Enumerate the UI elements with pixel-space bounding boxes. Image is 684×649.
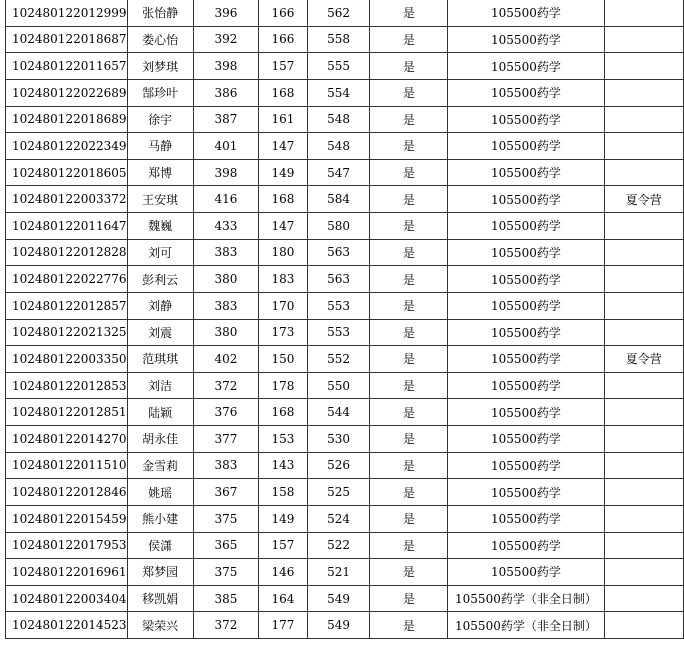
score-2-cell: 149 [259,505,308,532]
score-1-cell: 377 [193,426,258,453]
admitted-flag-cell: 是 [370,239,448,266]
score-1-cell: 402 [193,346,258,373]
score-2-cell: 147 [259,133,308,160]
table-row [6,53,684,80]
score-1-cell: 416 [193,186,258,213]
major-cell: 105500药学 [448,292,604,319]
candidate-id-cell: 102480122022689 [6,79,128,106]
score-2-cell: 164 [259,585,308,612]
total-score-cell: 547 [307,159,370,186]
total-score-cell: 530 [307,426,370,453]
total-score-cell: 553 [307,319,370,346]
table-row [6,0,684,26]
candidate-id-cell: 102480122021325 [6,319,128,346]
candidate-id-cell: 102480122011657 [6,53,128,80]
admitted-flag-cell: 是 [370,612,448,639]
score-2-cell: 178 [259,372,308,399]
total-score-cell: 563 [307,239,370,266]
note-cell [604,319,683,346]
name-cell: 刘静 [127,292,193,319]
table-row [6,585,684,612]
candidate-id-cell: 102480122015459 [6,505,128,532]
score-1-cell: 398 [193,53,258,80]
candidate-id-cell: 102480122018689 [6,106,128,133]
admitted-flag-cell: 是 [370,133,448,160]
admitted-flag-cell: 是 [370,452,448,479]
name-cell: 张怡静 [127,0,193,26]
table-row [6,186,684,213]
total-score-cell: 584 [307,186,370,213]
total-score-cell: 580 [307,213,370,240]
score-1-cell: 376 [193,399,258,426]
score-1-cell: 372 [193,372,258,399]
score-1-cell: 392 [193,26,258,53]
name-cell: 移凯娟 [127,585,193,612]
admitted-flag-cell: 是 [370,532,448,559]
note-cell [604,426,683,453]
total-score-cell: 550 [307,372,370,399]
note-cell [604,159,683,186]
major-cell: 105500药学 [448,479,604,506]
note-cell [604,452,683,479]
major-cell: 105500药学 [448,79,604,106]
major-cell: 105500药学 [448,53,604,80]
major-cell: 105500药学 [448,26,604,53]
candidate-id-cell: 102480122017953 [6,532,128,559]
major-cell: 105500药学 [448,0,604,26]
candidate-id-cell: 102480122003404 [6,585,128,612]
note-cell [604,53,683,80]
name-cell: 郜珍叶 [127,79,193,106]
candidate-id-cell: 102480122018605 [6,159,128,186]
candidate-id-cell: 102480122018687 [6,26,128,53]
major-cell: 105500药学 [448,266,604,293]
admitted-flag-cell: 是 [370,559,448,586]
table-row [6,79,684,106]
total-score-cell: 544 [307,399,370,426]
admission-table [5,0,684,639]
score-2-cell: 153 [259,426,308,453]
name-cell: 魏巍 [127,213,193,240]
name-cell: 金雪莉 [127,452,193,479]
admitted-flag-cell: 是 [370,186,448,213]
major-cell: 105500药学 [448,133,604,160]
score-1-cell: 372 [193,612,258,639]
table-row [6,612,684,639]
major-cell: 105500药学 [448,452,604,479]
note-cell [604,399,683,426]
admitted-flag-cell: 是 [370,266,448,293]
note-cell [604,505,683,532]
score-2-cell: 146 [259,559,308,586]
candidate-id-cell: 102480122022776 [6,266,128,293]
name-cell: 刘可 [127,239,193,266]
name-cell: 侯潇 [127,532,193,559]
candidate-id-cell: 102480122003372 [6,186,128,213]
candidate-id-cell: 102480122011647 [6,213,128,240]
score-2-cell: 157 [259,53,308,80]
name-cell: 熊小建 [127,505,193,532]
score-1-cell: 387 [193,106,258,133]
score-2-cell: 158 [259,479,308,506]
total-score-cell: 522 [307,532,370,559]
score-2-cell: 161 [259,106,308,133]
score-2-cell: 150 [259,346,308,373]
major-cell: 105500药学 [448,532,604,559]
table-row [6,292,684,319]
admitted-flag-cell: 是 [370,213,448,240]
name-cell: 陆颖 [127,399,193,426]
score-2-cell: 149 [259,159,308,186]
total-score-cell: 554 [307,79,370,106]
name-cell: 娄心怡 [127,26,193,53]
total-score-cell: 549 [307,585,370,612]
name-cell: 王安琪 [127,186,193,213]
major-cell: 105500药学 [448,372,604,399]
note-cell [604,559,683,586]
total-score-cell: 555 [307,53,370,80]
table-row [6,505,684,532]
major-cell: 105500药学 [448,319,604,346]
candidate-id-cell: 102480122012851 [6,399,128,426]
name-cell: 郑博 [127,159,193,186]
score-2-cell: 168 [259,399,308,426]
score-2-cell: 183 [259,266,308,293]
note-cell [604,79,683,106]
table-row [6,319,684,346]
table-row [6,559,684,586]
name-cell: 姚瑶 [127,479,193,506]
note-cell [604,292,683,319]
name-cell: 刘震 [127,319,193,346]
table-row [6,159,684,186]
note-cell [604,612,683,639]
major-cell: 105500药学 [448,239,604,266]
major-cell: 105500药学 [448,106,604,133]
table-row [6,452,684,479]
score-1-cell: 367 [193,479,258,506]
major-cell: 105500药学 [448,505,604,532]
major-cell: 105500药学 [448,559,604,586]
total-score-cell: 526 [307,452,370,479]
score-2-cell: 166 [259,26,308,53]
name-cell: 郑梦园 [127,559,193,586]
major-cell: 105500药学 [448,426,604,453]
admitted-flag-cell: 是 [370,26,448,53]
score-1-cell: 365 [193,532,258,559]
admitted-flag-cell: 是 [370,79,448,106]
admitted-flag-cell: 是 [370,479,448,506]
name-cell: 徐宇 [127,106,193,133]
table-row [6,106,684,133]
score-2-cell: 170 [259,292,308,319]
candidate-id-cell: 102480122012857 [6,292,128,319]
total-score-cell: 548 [307,133,370,160]
score-1-cell: 375 [193,559,258,586]
major-cell: 105500药学 [448,186,604,213]
note-cell [604,585,683,612]
total-score-cell: 552 [307,346,370,373]
candidate-id-cell: 102480122014523 [6,612,128,639]
total-score-cell: 563 [307,266,370,293]
admitted-flag-cell: 是 [370,0,448,26]
major-cell: 105500药学（非全日制） [448,585,604,612]
score-2-cell: 177 [259,612,308,639]
table-row [6,26,684,53]
name-cell: 范琪琪 [127,346,193,373]
total-score-cell: 521 [307,559,370,586]
name-cell: 刘梦琪 [127,53,193,80]
table-row [6,399,684,426]
note-cell [604,239,683,266]
admitted-flag-cell: 是 [370,426,448,453]
score-1-cell: 383 [193,452,258,479]
table-row [6,346,684,373]
major-cell: 105500药学 [448,213,604,240]
admitted-flag-cell: 是 [370,319,448,346]
score-1-cell: 398 [193,159,258,186]
admitted-flag-cell: 是 [370,159,448,186]
admitted-flag-cell: 是 [370,372,448,399]
score-2-cell: 157 [259,532,308,559]
score-1-cell: 375 [193,505,258,532]
score-1-cell: 383 [193,239,258,266]
admitted-flag-cell: 是 [370,505,448,532]
score-1-cell: 401 [193,133,258,160]
admitted-flag-cell: 是 [370,585,448,612]
total-score-cell: 525 [307,479,370,506]
note-cell [604,266,683,293]
score-2-cell: 180 [259,239,308,266]
score-1-cell: 433 [193,213,258,240]
score-2-cell: 173 [259,319,308,346]
admitted-flag-cell: 是 [370,399,448,426]
name-cell: 刘洁 [127,372,193,399]
major-cell: 105500药学 [448,159,604,186]
admitted-flag-cell: 是 [370,292,448,319]
table-row [6,372,684,399]
score-2-cell: 166 [259,0,308,26]
table-body [6,0,684,639]
note-cell [604,532,683,559]
score-2-cell: 168 [259,186,308,213]
note-cell [604,133,683,160]
name-cell: 马静 [127,133,193,160]
score-1-cell: 385 [193,585,258,612]
score-1-cell: 386 [193,79,258,106]
table-row [6,239,684,266]
candidate-id-cell: 102480122012999 [6,0,128,26]
table-row [6,479,684,506]
score-1-cell: 396 [193,0,258,26]
candidate-id-cell: 102480122012846 [6,479,128,506]
score-1-cell: 380 [193,319,258,346]
table-row [6,213,684,240]
name-cell: 梁荣兴 [127,612,193,639]
candidate-id-cell: 102480122003350 [6,346,128,373]
note-cell: 夏令营 [604,346,683,373]
total-score-cell: 558 [307,26,370,53]
table-row [6,133,684,160]
candidate-id-cell: 102480122022349 [6,133,128,160]
candidate-id-cell: 102480122011510 [6,452,128,479]
total-score-cell: 524 [307,505,370,532]
score-1-cell: 380 [193,266,258,293]
name-cell: 胡永佳 [127,426,193,453]
candidate-id-cell: 102480122012828 [6,239,128,266]
total-score-cell: 562 [307,0,370,26]
note-cell [604,0,683,26]
major-cell: 105500药学 [448,399,604,426]
score-1-cell: 383 [193,292,258,319]
candidate-id-cell: 102480122016961 [6,559,128,586]
score-2-cell: 168 [259,79,308,106]
score-2-cell: 143 [259,452,308,479]
table-row [6,426,684,453]
admitted-flag-cell: 是 [370,53,448,80]
major-cell: 105500药学（非全日制） [448,612,604,639]
score-2-cell: 147 [259,213,308,240]
major-cell: 105500药学 [448,346,604,373]
name-cell: 彭利云 [127,266,193,293]
candidate-id-cell: 102480122012853 [6,372,128,399]
total-score-cell: 549 [307,612,370,639]
admitted-flag-cell: 是 [370,346,448,373]
table-row [6,532,684,559]
note-cell: 夏令营 [604,186,683,213]
note-cell [604,26,683,53]
note-cell [604,479,683,506]
table-row [6,266,684,293]
total-score-cell: 548 [307,106,370,133]
admitted-flag-cell: 是 [370,106,448,133]
note-cell [604,372,683,399]
total-score-cell: 553 [307,292,370,319]
note-cell [604,213,683,240]
candidate-id-cell: 102480122014270 [6,426,128,453]
note-cell [604,106,683,133]
